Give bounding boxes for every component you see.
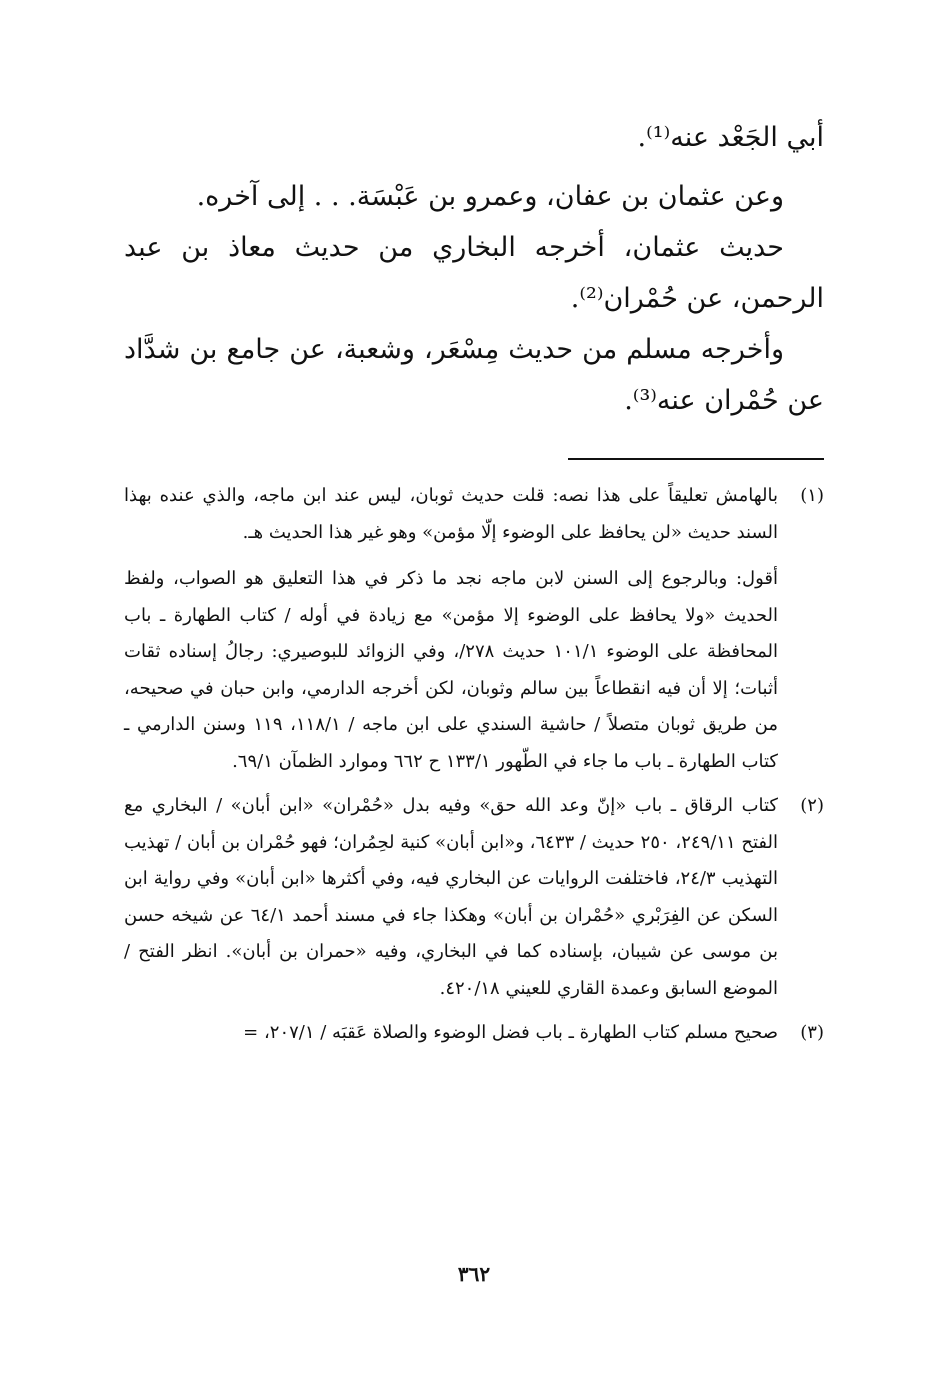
footnote-number: (٢) bbox=[800, 795, 824, 816]
footnote-separator bbox=[568, 458, 824, 460]
footnote-2 bbox=[124, 788, 824, 1007]
footnote-text: بالهامش تعليقاً على هذا نصه: قلت حديث ثوبان، ليس عند ابن ماجه، والذي عنده بهذا السند حديث «لن يحافظ على الوضوء إلّا مؤمن» وهو غير هذا الحديث هـ. bbox=[124, 485, 778, 543]
main-line-1: أبي الجَعْد عنه⁽¹⁾. bbox=[637, 122, 824, 153]
footnote-text: كتاب الرقاق ـ باب «إنّ وعد الله حق» وفيه بدل «حُمْران» «ابن أبان» / البخاري مع الفتح ٢٤٩/١١، ٢٥٠ حديث / ٦٤٣٣، و«ابن أبان» كنية لحِمُران؛ فهو حُمْران بن أبان / تهذيب التهذيب ٢٤/٣، فاختلفت الروايات عن البخاري فيه، وفي أكثرها «ابن أبان» وفي رواية ابن السكن عن الفِرَبْري «حُمْران بن أبان» وهكذا جاء في مسند أحمد ٦٤/١ عن شيخه حسن بن موسى عن شيبان، بإسناده كما في البخاري، وفيه «حمران بن أبان». انظر الفتح / الموضع السابق وعمدة القاري للعيني ٤٢٠/١٨. bbox=[124, 795, 779, 999]
footnote-commentary: أقول: وبالرجوع إلى السنن لابن ماجه نجد ما ذكر في هذا التعليق هو الصواب، ولفظ الحديث «ولا يحافظ على الوضوء إلا مؤمن» مع زيادة في أوله / كتاب الطهارة ـ باب المحافظة على الوضوء ١٠١/١ حديث ٢٧٨/، وفي الزوائد للبوصيري: رجالُ إسناده ثقات أثبات؛ إلا أن فيه انقطاعاً بين سالم وثوبان، لكن أخرجه الدارمي، وابن حبان في صحيحه، من طريق ثوبان متصلاً / حاشية السندي على ابن ماجه / ١١٨/١، ١١٩ وسنن الدارمي ـ كتاب الطهارة ـ باب ما جاء في الطّهور ١٣٣/١ ح ٦٦٢ وموارد الظمآن ٦٩/١. bbox=[124, 568, 779, 772]
footnote-number: (١) bbox=[800, 485, 824, 506]
main-text bbox=[124, 112, 824, 426]
main-paragraph-2: وعن عثمان بن عفان، وعمرو بن عَبْسَة. . . إلى آخره. bbox=[196, 181, 784, 212]
main-paragraph-4: وأخرجه مسلم من حديث مِسْعَر، وشعبة، عن جامع بن شدَّاد عن حُمْران عنه⁽³⁾. bbox=[124, 334, 824, 416]
footnote-1 bbox=[124, 478, 824, 780]
page-number: ٣٦٢ bbox=[457, 1262, 491, 1286]
footnote-number: (٣) bbox=[800, 1022, 824, 1043]
footnotes bbox=[124, 478, 824, 1060]
footnote-3 bbox=[124, 1015, 824, 1052]
main-paragraph-3: حديث عثمان، أخرجه البخاري من حديث معاذ بن عبد الرحمن، عن حُمْران⁽²⁾. bbox=[124, 232, 824, 314]
footnote-text: صحيح مسلم كتاب الطهارة ـ باب فضل الوضوء والصلاة عَقبَه / ٢٠٧/١، = bbox=[243, 1022, 778, 1043]
